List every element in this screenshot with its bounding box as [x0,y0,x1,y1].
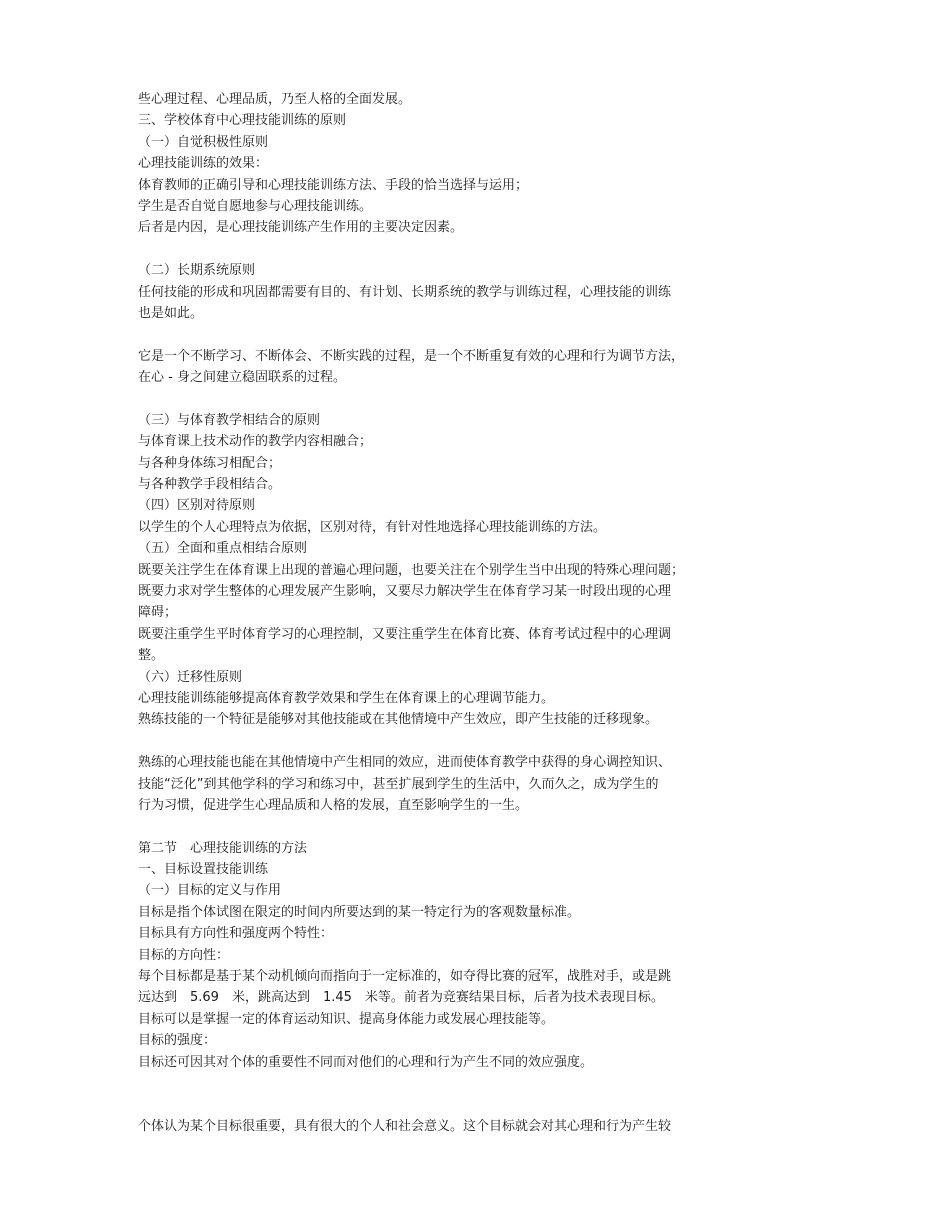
text-line: 后者是内因，是心理技能训练产生作用的主要决定因素。 [138,220,464,236]
text-line: 障碍； [138,605,178,621]
text-line: 目标的强度： [138,1033,217,1049]
subsection-heading: （一）目标的定义与作用 [138,883,282,899]
text-line: 心理技能训练的效果： [138,156,269,172]
text-line: 与各种教学手段相结合。 [138,477,282,493]
text-line: 熟练的心理技能也能在其他情境中产生相同的效应，进而使体育教学中获得的身心调控知识、 [138,755,672,771]
subsection-heading: （二）长期系统原则 [138,263,256,279]
text-line: 与体育课上技术动作的教学内容相融合； [138,434,373,450]
text-line: 体育教师的正确引导和心理技能训练方法、手段的恰当选择与运用； [138,177,529,193]
text-line: 目标还可因其对个体的重要性不同而对他们的心理和行为产生不同的效应强度。 [138,1054,594,1070]
chapter-section-heading: 第二节 心理技能训练的方法 [138,840,308,856]
subsection-heading: （三）与体育教学相结合的原则 [138,412,321,428]
text-line: 熟练技能的一个特征是能够对其他技能或在其他情境中产生效应，即产生技能的迁移现象。 [138,712,659,728]
text-line: 与各种身体练习相配合； [138,455,282,471]
text-line: 以学生的个人心理特点为依据，区别对待，有针对性地选择心理技能训练的方法。 [138,519,607,535]
blank-line [138,324,748,345]
text-line: 每个目标都是基于某个动机倾向而指向于一定标准的，如夺得比赛的冠军，战胜对手，或是跳 [138,969,672,985]
text-line: 个体认为某个目标很重要，具有很大的个人和社会意义。这个目标就会对其心理和行为产生较 [138,1118,672,1134]
text-line: 行为习惯，促进学生心理品质和人格的发展，直至影响学生的一生。 [138,797,529,813]
text-line: 既要关注学生在体育课上出现的普遍心理问题，也要关注在个别学生当中出现的特殊心理问题； [138,562,685,578]
blank-line [138,388,748,409]
document-page [138,89,748,1137]
blank-line [138,816,748,837]
text-line: 目标可以是掌握一定的体育运动知识、提高身体能力或发展心理技能等。 [138,1011,555,1027]
subsection-heading: （六）迁移性原则 [138,669,243,685]
text-line: 整。 [138,648,165,664]
text-line: 也是如此。 [138,305,204,321]
subsection-heading: （四）区别对待原则 [138,498,256,514]
text-line: 学生是否自觉自愿地参与心理技能训练。 [138,198,373,214]
text-line: 心理技能训练能够提高体育教学效果和学生在体育课上的心理调节能力。 [138,690,555,706]
text-line: 既要注重学生平时体育学习的心理控制，又要注重学生在体育比赛、体育考试过程中的心理调 [138,626,672,642]
section-heading: 三、学校体育中心理技能训练的原则 [138,113,347,129]
text-line: 些心理过程、心理品质，乃至人格的全面发展。 [138,92,412,107]
subsection-heading: （五）全面和重点相结合原则 [138,541,308,557]
blank-line [138,731,748,752]
text-line: 既要力求对学生整体的心理发展产生影响，又要尽力解决学生在体育学习某一时段出现的心理 [138,583,672,599]
text-line: 在心 - 身之间建立稳固联系的过程。 [138,370,346,386]
text-line: 目标的方向性： [138,947,230,963]
blank-line [138,1073,748,1116]
text-line: 技能“泛化”到其他学科的学习和练习中，甚至扩展到学生的生活中，久而久之，成为学生的 [138,776,659,792]
blank-line [138,239,748,260]
text-line: 任何技能的形成和巩固都需要有目的、有计划、长期系统的教学与训练过程，心理技能的训练 [138,284,672,300]
text-line: 目标具有方向性和强度两个特性： [138,926,334,942]
text-line: 它是一个不断学习、不断体会、不断实践的过程，是一个不断重复有效的心理和行为调节方法， [138,348,685,364]
section-heading: 一、目标设置技能训练 [138,862,269,878]
text-line: 目标是指个体试图在限定的时间内所要达到的某一特定行为的客观数量标准。 [138,904,581,920]
text-line: 远达到 5.69 米，跳高达到 1.45 米等。前者为竞赛结果目标，后者为技术表现目标。 [138,990,664,1006]
subsection-heading: （一）自觉积极性原则 [138,134,269,150]
